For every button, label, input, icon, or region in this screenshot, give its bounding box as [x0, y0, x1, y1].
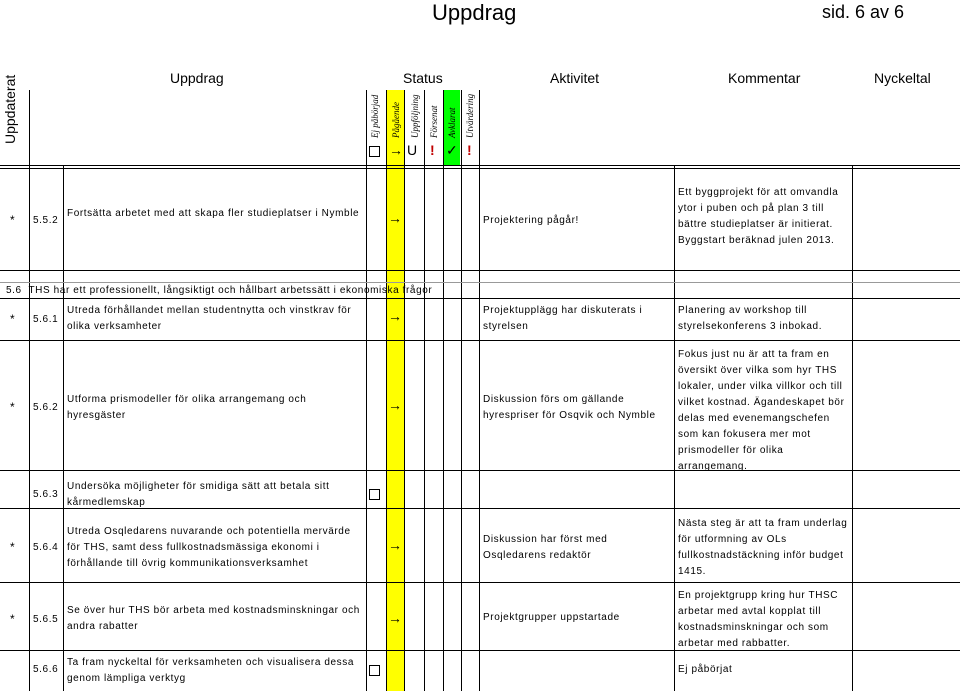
task-header: Uppdrag	[170, 70, 224, 86]
section-title: 5.6 THS har ett professionellt, långsiktigt och hållbart arbetssätt i ekonomiska frågor	[6, 285, 433, 296]
activity-header: Aktivitet	[550, 70, 600, 86]
row-marker: *	[10, 213, 15, 227]
status-label-done: Avklarat	[447, 107, 457, 138]
grid-line	[443, 90, 444, 691]
row-task: Utreda Osqledarens nuvarande och potentiella mervärde för THS, samt dess fullkostnadsmässiga ekonomi i förhållande till övrig kommunikationsverksamhet	[67, 526, 351, 569]
grid-line	[0, 340, 960, 341]
row-task: Se över hur THS bör arbeta med kostnadsminskningar och andra rabatter	[67, 605, 360, 632]
row-id: 5.6.1	[33, 314, 59, 325]
comment-header: Kommentar	[728, 70, 801, 86]
row-marker: *	[10, 312, 15, 326]
status-label-delayed: Försenat	[429, 105, 439, 138]
grid-line	[479, 90, 480, 691]
row-comment: Ett byggprojekt för att omvandla ytor i puben och på plan 3 till bättre studieplatser är initierat. Byggstart beräknad julen 2013.	[678, 187, 839, 246]
not-started-square-icon	[369, 489, 380, 500]
grid-line	[366, 90, 367, 691]
done-check-icon: ✓	[446, 142, 458, 158]
ongoing-highlight	[387, 90, 404, 691]
row-activity: Projektupplägg har diskuterats i styrelsen	[483, 305, 643, 332]
row-marker: *	[10, 612, 15, 626]
row-comment: Planering av workshop till styrelsekonferens 3 inbokad.	[678, 305, 823, 332]
row-id: 5.6.3	[33, 489, 59, 500]
page-number: sid. 6 av 6	[822, 2, 905, 22]
status-label-evaluation: Utvärdering	[465, 93, 475, 138]
updated-header: Uppdaterat	[2, 74, 18, 145]
row-task: Utforma prismodeller för olika arrangemang och hyresgäster	[67, 394, 307, 421]
grid-line	[0, 270, 960, 271]
page-title: Uppdrag	[432, 0, 517, 25]
grid-line	[404, 90, 405, 691]
row-activity: Projektering pågår!	[483, 215, 579, 226]
row-activity: Diskussion har först med Osqledarens redaktör	[483, 534, 608, 561]
status-label-ongoing: Pågående	[391, 102, 401, 138]
row-id: 5.6.4	[33, 542, 59, 553]
ongoing-arrow-icon: →	[388, 397, 402, 413]
row-comment: En projektgrupp kring hur THSC arbetar med avtal kopplat till kostnadsminskningar och som arbetar med rabbatter.	[678, 590, 839, 649]
ongoing-arrow-icon: →	[388, 308, 402, 324]
row-activity: Projektgrupper uppstartade	[483, 612, 620, 623]
not-started-square-icon	[369, 146, 380, 157]
status-label-followup: Uppföljning	[410, 94, 420, 138]
row-comment: Nästa steg är att ta fram underlag för utformning av OLs fullkostnadstäckning inför budget 1415.	[678, 518, 848, 577]
grid-line	[386, 90, 387, 691]
status-label-not-started: Ej påbörjad	[370, 94, 380, 138]
evaluation-exclamation-icon: !	[467, 142, 472, 158]
delayed-exclamation-icon: !	[430, 142, 435, 158]
ongoing-arrow-icon: →	[389, 142, 403, 158]
row-comment: Ej påbörjat	[678, 664, 733, 675]
ongoing-arrow-icon: →	[388, 537, 402, 553]
key-header: Nyckeltal	[874, 70, 931, 86]
row-marker: *	[10, 540, 15, 554]
grid-line	[63, 165, 64, 691]
ongoing-arrow-icon: →	[388, 610, 402, 626]
followup-u-icon: U	[407, 142, 418, 158]
row-marker: *	[10, 400, 15, 414]
row-id: 5.6.6	[33, 664, 59, 675]
row-id: 5.6.2	[33, 402, 59, 413]
grid-line	[461, 90, 462, 691]
status-header: Status	[403, 70, 443, 86]
row-comment: Fokus just nu är att ta fram en översikt över vilka som hyr THS lokaler, under vilka villkor och till vilket kostnad. Ägandeskapet bör delas med evenemangschefen som kan fokusera mer mot prismodeller för olika arrangemang.	[678, 349, 845, 472]
row-task: Ta fram nyckeltal för verksamheten och visualisera dessa genom lämpliga verktyg	[67, 657, 355, 684]
grid-line	[0, 168, 960, 169]
grid-line	[0, 582, 960, 583]
row-task: Utreda förhållandet mellan studentnytta och vinstkrav för olika verksamheter	[67, 305, 352, 332]
grid-line	[29, 90, 30, 691]
ongoing-arrow-icon: →	[388, 210, 402, 226]
row-activity: Diskussion förs om gällande hyrespriser för Osqvik och Nymble	[483, 394, 656, 421]
grid-line	[424, 90, 425, 691]
not-started-square-icon	[369, 665, 380, 676]
grid-line	[0, 165, 960, 166]
grid-line	[852, 165, 853, 691]
row-id: 5.5.2	[33, 215, 59, 226]
row-id: 5.6.5	[33, 614, 59, 625]
row-task: Fortsätta arbetet med att skapa fler studieplatser i Nymble	[67, 208, 360, 219]
row-task: Undersöka möjligheter för smidiga sätt att betala sitt kårmedlemskap	[67, 481, 330, 508]
grid-line	[674, 165, 675, 691]
